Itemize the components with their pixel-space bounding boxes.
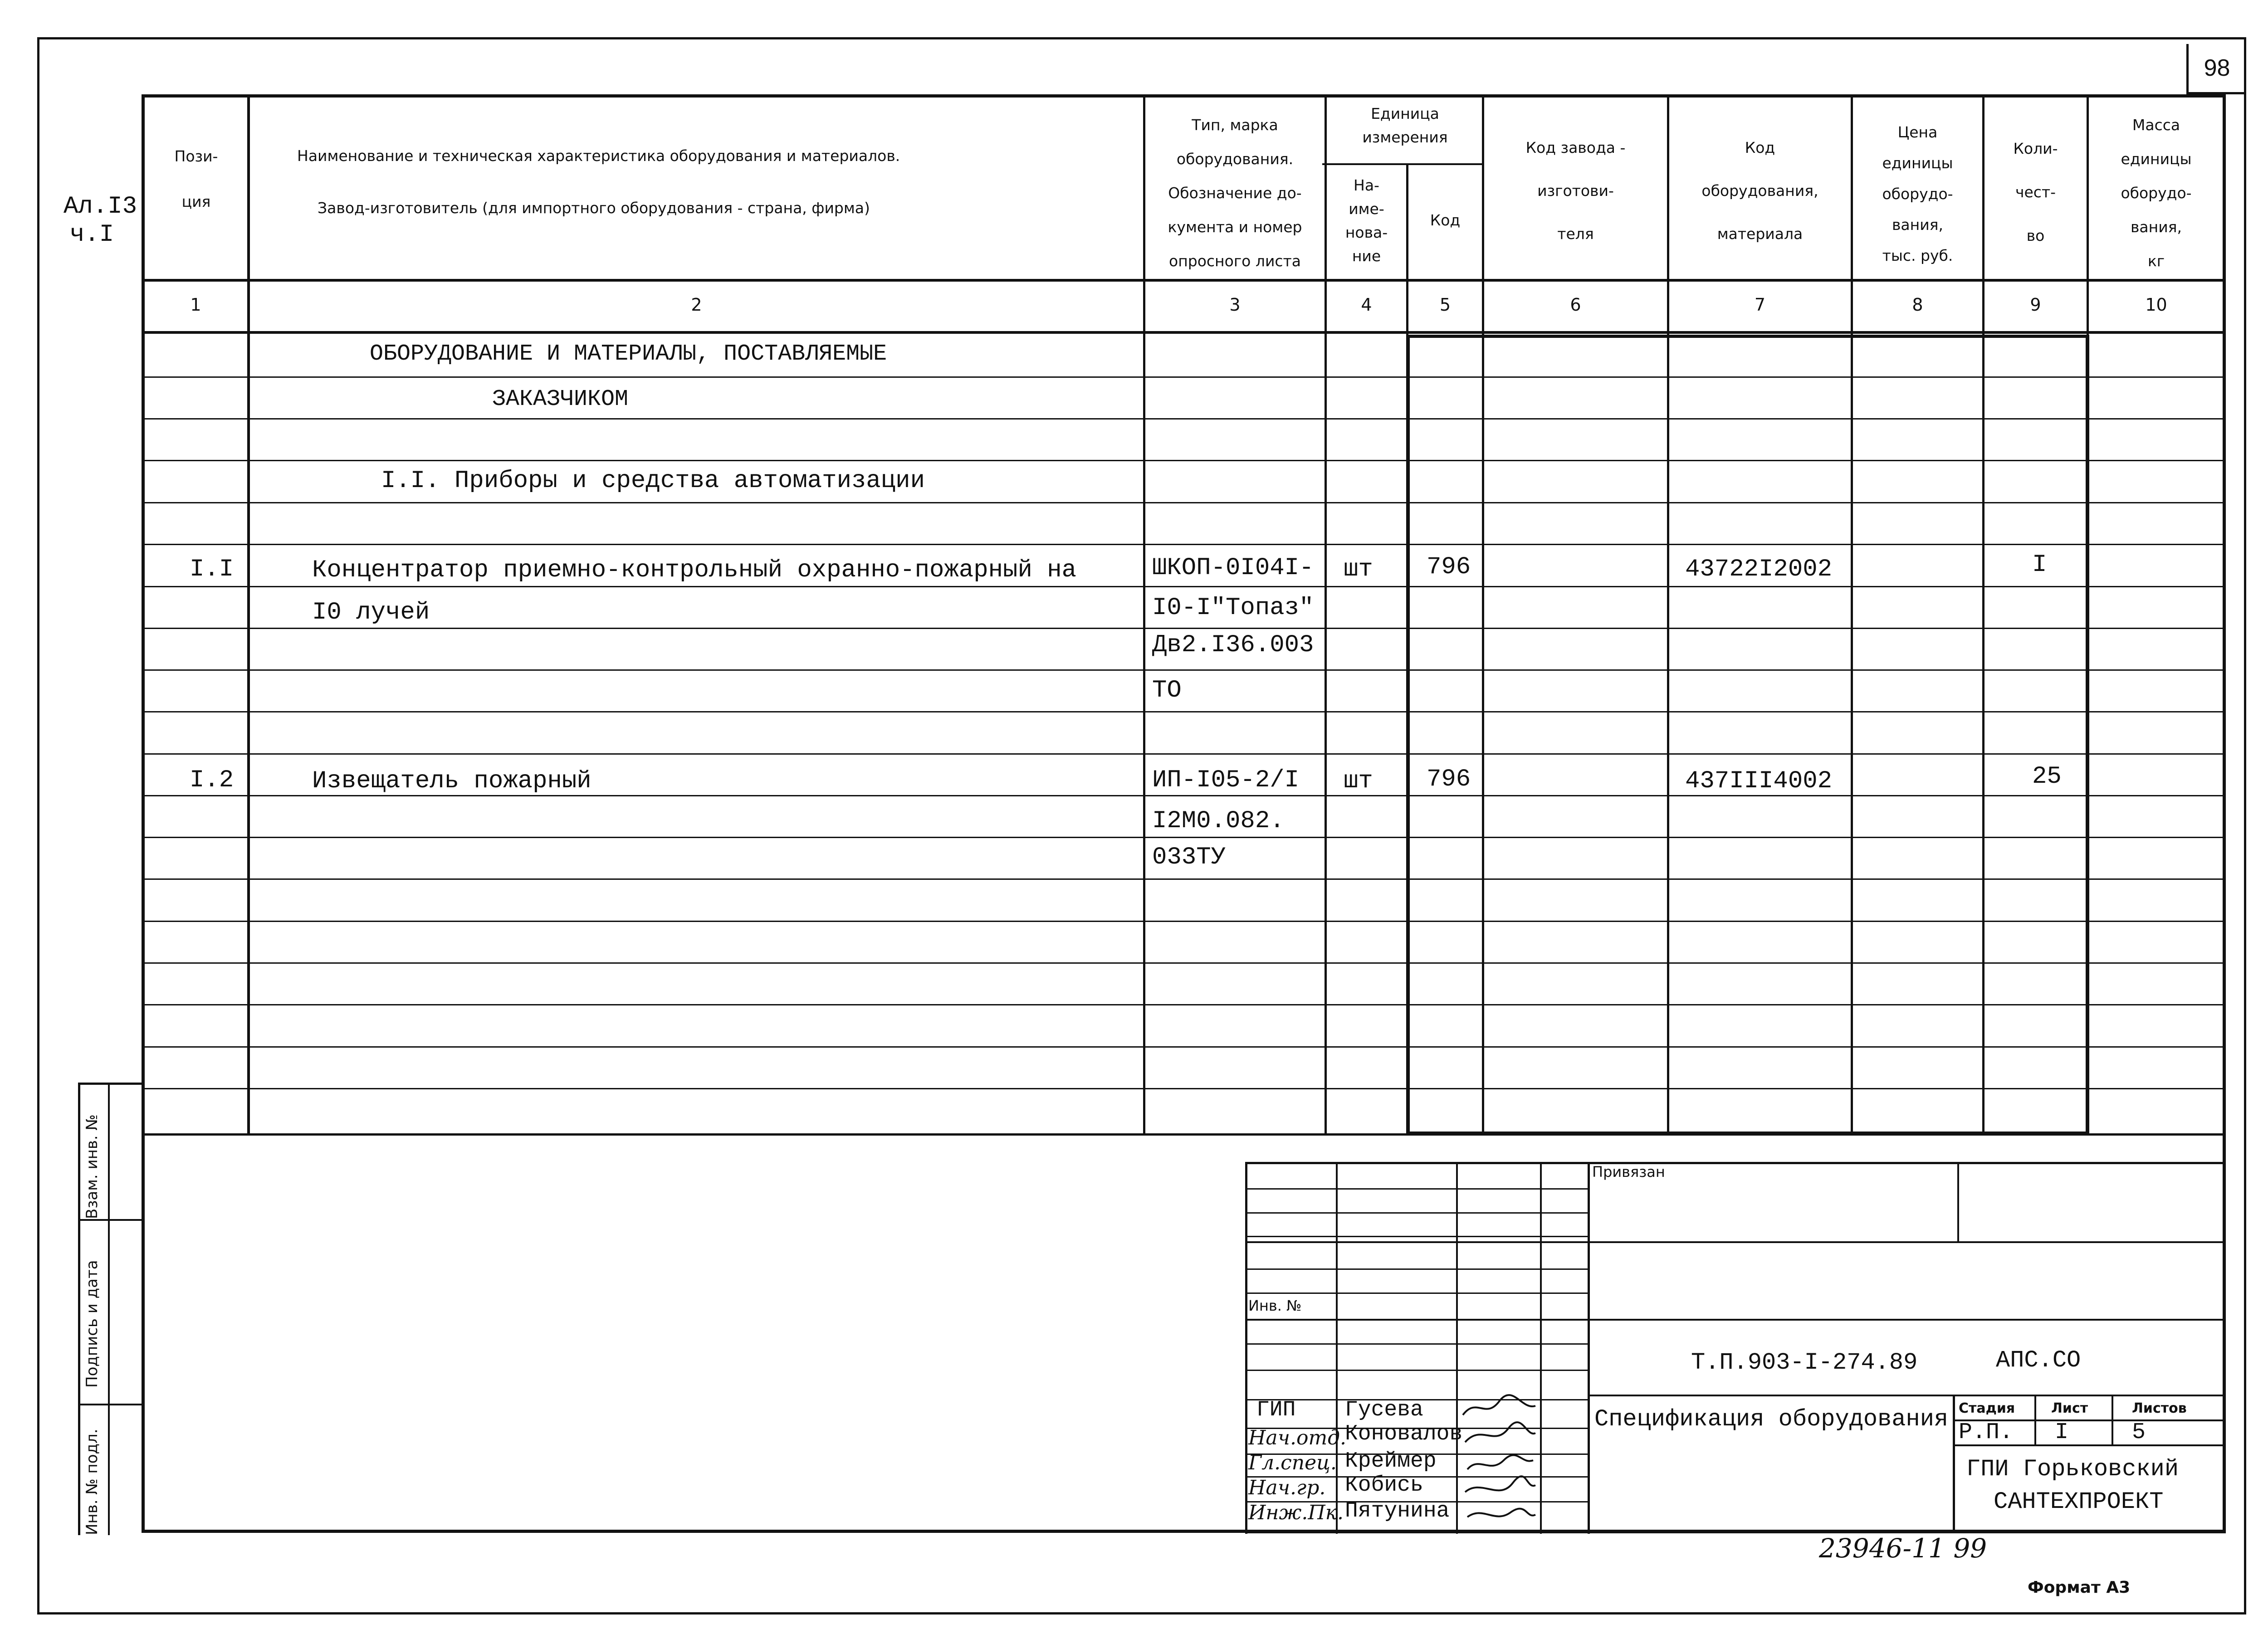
- title-block-row: [1245, 1241, 2226, 1243]
- name-gl-spec: Креймер: [1345, 1449, 1437, 1473]
- org-line2: САНТЕХПРОЕКТ: [1994, 1488, 2164, 1515]
- item-1-quantity: I: [2032, 551, 2047, 579]
- name-nach-gr: Кобись: [1345, 1473, 1423, 1497]
- side-stamp-line: [78, 1219, 144, 1221]
- section-subtitle: I.I. Приборы и средства автоматизации: [381, 467, 925, 495]
- title-block-left: [1245, 1162, 1247, 1534]
- side-stamp-vzam: Взам. инв. №: [83, 1114, 101, 1219]
- role-gl-spec: Гл.спец.: [1248, 1451, 1337, 1474]
- row-line: [142, 502, 2226, 503]
- row-line: [142, 544, 2226, 545]
- name-gip: Гусева: [1345, 1398, 1423, 1422]
- item-1-position: I.I: [190, 556, 234, 583]
- title-block-col: [2112, 1395, 2113, 1444]
- side-stamp-podpis: Подпись и дата: [83, 1260, 101, 1388]
- col-number-2: 2: [691, 295, 702, 315]
- item-1-name-line1: Концентратор приемно-контрольный охранно-пожарный на: [312, 556, 1077, 584]
- col-number-7: 7: [1754, 295, 1766, 315]
- document-mark: АПС.СО: [1996, 1347, 2081, 1374]
- title-block-col: [1540, 1162, 1542, 1534]
- header-divider: [142, 279, 2226, 282]
- col-header-plant-code: Код завода - изготови- теля: [1525, 139, 1626, 243]
- album-label: [64, 193, 137, 249]
- title-block-col: [2034, 1395, 2036, 1444]
- item-1-type-line1: ШКОП-0I04I-: [1152, 554, 1314, 582]
- stage-value: Р.П.: [1959, 1419, 2014, 1445]
- item-2-unit-code: 796: [1427, 766, 1471, 793]
- side-stamp-inv: Инв. № подл.: [83, 1429, 101, 1535]
- row-line: [142, 669, 2226, 671]
- col-header-name-line1: Наименование и техническая характеристика оборудования и материалов.: [297, 147, 900, 165]
- col-number-9: 9: [2030, 295, 2041, 315]
- sheets-value: 5: [2132, 1419, 2146, 1445]
- section-title-line1: ОБОРУДОВАНИЕ И МАТЕРИАЛЫ, ПОСТАВЛЯЕМЫЕ: [370, 341, 887, 367]
- document-code: Т.П.903-I-274.89: [1691, 1349, 1918, 1376]
- role-inzh: Инж.Пк.: [1248, 1501, 1344, 1524]
- title-block-col: [1336, 1162, 1338, 1534]
- col-header-type: Тип, марка оборудования. Обозначение до- кумента и номер опросного листа: [1168, 116, 1302, 270]
- handwritten-number: 23946-11 99: [1819, 1533, 1987, 1564]
- item-1-type-line2: I0-I"Топаз": [1152, 594, 1314, 622]
- row-line: [142, 628, 2226, 629]
- table-bottom-line: [142, 1133, 2226, 1136]
- privyazan-label: Привязан: [1592, 1163, 1665, 1180]
- sheets-label: Листов: [2132, 1400, 2187, 1416]
- item-2-unit: шт: [1344, 767, 1373, 795]
- item-1-type-line4: ТО: [1152, 677, 1182, 704]
- title-block-row: [1245, 1293, 1588, 1294]
- album-label-line1: Ал.I3: [64, 193, 137, 220]
- col-header-position: Пози- ция: [174, 147, 218, 210]
- row-line: [142, 1088, 2226, 1089]
- col-number-6: 6: [1570, 295, 1581, 315]
- title-block-col: [1957, 1162, 1959, 1241]
- row-line: [142, 1046, 2226, 1048]
- item-1-material-code: 43722I2002: [1685, 556, 1833, 583]
- title-block-row: [1245, 1319, 2226, 1321]
- title-block-col: [1588, 1162, 1590, 1534]
- item-2-name-line1: Извещатель пожарный: [312, 767, 591, 795]
- title-block-row: [1245, 1212, 1588, 1214]
- row-line: [142, 921, 2226, 922]
- title-block-row: [1245, 1188, 1588, 1190]
- row-line: [142, 795, 2226, 796]
- col-header-equipment-code: Код оборудования, материала: [1701, 139, 1818, 243]
- col-number-4: 4: [1361, 295, 1372, 315]
- row-line: [142, 962, 2226, 964]
- title-block-row: [1245, 1236, 1588, 1237]
- side-stamp-top: [78, 1083, 144, 1085]
- column-number-divider: [142, 331, 2226, 334]
- col-divider-1: [247, 94, 250, 1135]
- item-1-unit: шт: [1344, 556, 1373, 583]
- row-line: [142, 1004, 2226, 1005]
- document-title: Спецификация оборудования: [1594, 1406, 1949, 1433]
- col-header-price: Цена единицы оборудо- вания, тыс. руб.: [1882, 123, 1953, 264]
- side-stamp-divider: [108, 1083, 110, 1535]
- bold-box-right: [2086, 335, 2089, 1135]
- signatures: [1458, 1392, 1540, 1537]
- col-header-quantity: Коли- чест- во: [2013, 140, 2058, 244]
- row-line: [142, 460, 2226, 461]
- row-line: [142, 376, 2226, 378]
- side-stamp-left-border: [78, 1083, 80, 1535]
- col-header-name-line2: Завод-изготовитель (для импортного оборудования - страна, фирма): [318, 199, 870, 217]
- title-block-bottom: [1245, 1531, 2226, 1533]
- row-line: [142, 586, 2226, 587]
- name-nach-otd: Коновалов: [1345, 1422, 1463, 1446]
- row-line: [142, 837, 2226, 838]
- stage-label: Стадия: [1959, 1400, 2015, 1416]
- title-block-col: [1953, 1395, 1955, 1533]
- role-nach-otd: Нач.отд.: [1248, 1426, 1347, 1449]
- row-line: [142, 878, 2226, 880]
- col-header-unit-group: Единица измерения: [1362, 105, 1448, 146]
- col-header-mass: Масса единицы оборудо- вания, кг: [2121, 116, 2192, 270]
- title-block-row: [1245, 1370, 1588, 1371]
- col-number-5: 5: [1439, 295, 1451, 315]
- bold-box-left: [1406, 335, 1410, 1135]
- unit-group-divider: [1322, 163, 1483, 165]
- col-header-unit-code: Код: [1430, 211, 1461, 229]
- section-title-line2: ЗАКАЗЧИКОМ: [492, 386, 629, 412]
- item-2-position: I.2: [190, 766, 234, 794]
- role-nach-gr: Нач.гр.: [1248, 1476, 1326, 1499]
- title-block-top: [1245, 1162, 2226, 1164]
- col-number-8: 8: [1912, 295, 1923, 315]
- format-label: Формат А3: [2028, 1578, 2131, 1597]
- sheet-value: I: [2055, 1419, 2069, 1445]
- role-gip: ГИП: [1256, 1398, 1296, 1422]
- item-2-material-code: 437III4002: [1685, 767, 1833, 795]
- col-number-1: 1: [190, 295, 201, 315]
- item-2-type-line3: 033ТУ: [1152, 844, 1226, 871]
- row-line: [142, 418, 2226, 419]
- title-block-row: [1588, 1395, 2226, 1396]
- col-number-10: 10: [2145, 295, 2167, 315]
- item-2-quantity: 25: [2032, 763, 2062, 790]
- title-block-row: [1245, 1268, 1588, 1270]
- bold-box-top: [1406, 335, 2089, 338]
- side-stamp-line: [78, 1404, 144, 1405]
- row-line: [142, 711, 2226, 712]
- item-2-type-line1: ИП-I05-2/I: [1152, 766, 1300, 794]
- sheet-label: Лист: [2051, 1400, 2088, 1416]
- inv-no-label: Инв. №: [1248, 1297, 1302, 1314]
- org-line1: ГПИ Горьковский: [1966, 1456, 2179, 1483]
- title-block-col: [1456, 1162, 1458, 1534]
- item-1-name-line2: I0 лучей: [312, 599, 430, 626]
- item-1-type-line3: Дв2.I36.003: [1152, 631, 1314, 659]
- title-block-row: [1245, 1343, 1588, 1345]
- album-label-line2: ч.I: [70, 221, 114, 249]
- sheet-number: 98: [2186, 44, 2245, 94]
- item-1-unit-code: 796: [1427, 553, 1471, 581]
- col-number-3: 3: [1229, 295, 1241, 315]
- name-inzh: Пятунина: [1345, 1499, 1450, 1523]
- item-2-type-line2: I2М0.082.: [1152, 807, 1285, 835]
- row-line: [142, 753, 2226, 755]
- col-header-unit-name: На- име- нова- ние: [1345, 176, 1388, 265]
